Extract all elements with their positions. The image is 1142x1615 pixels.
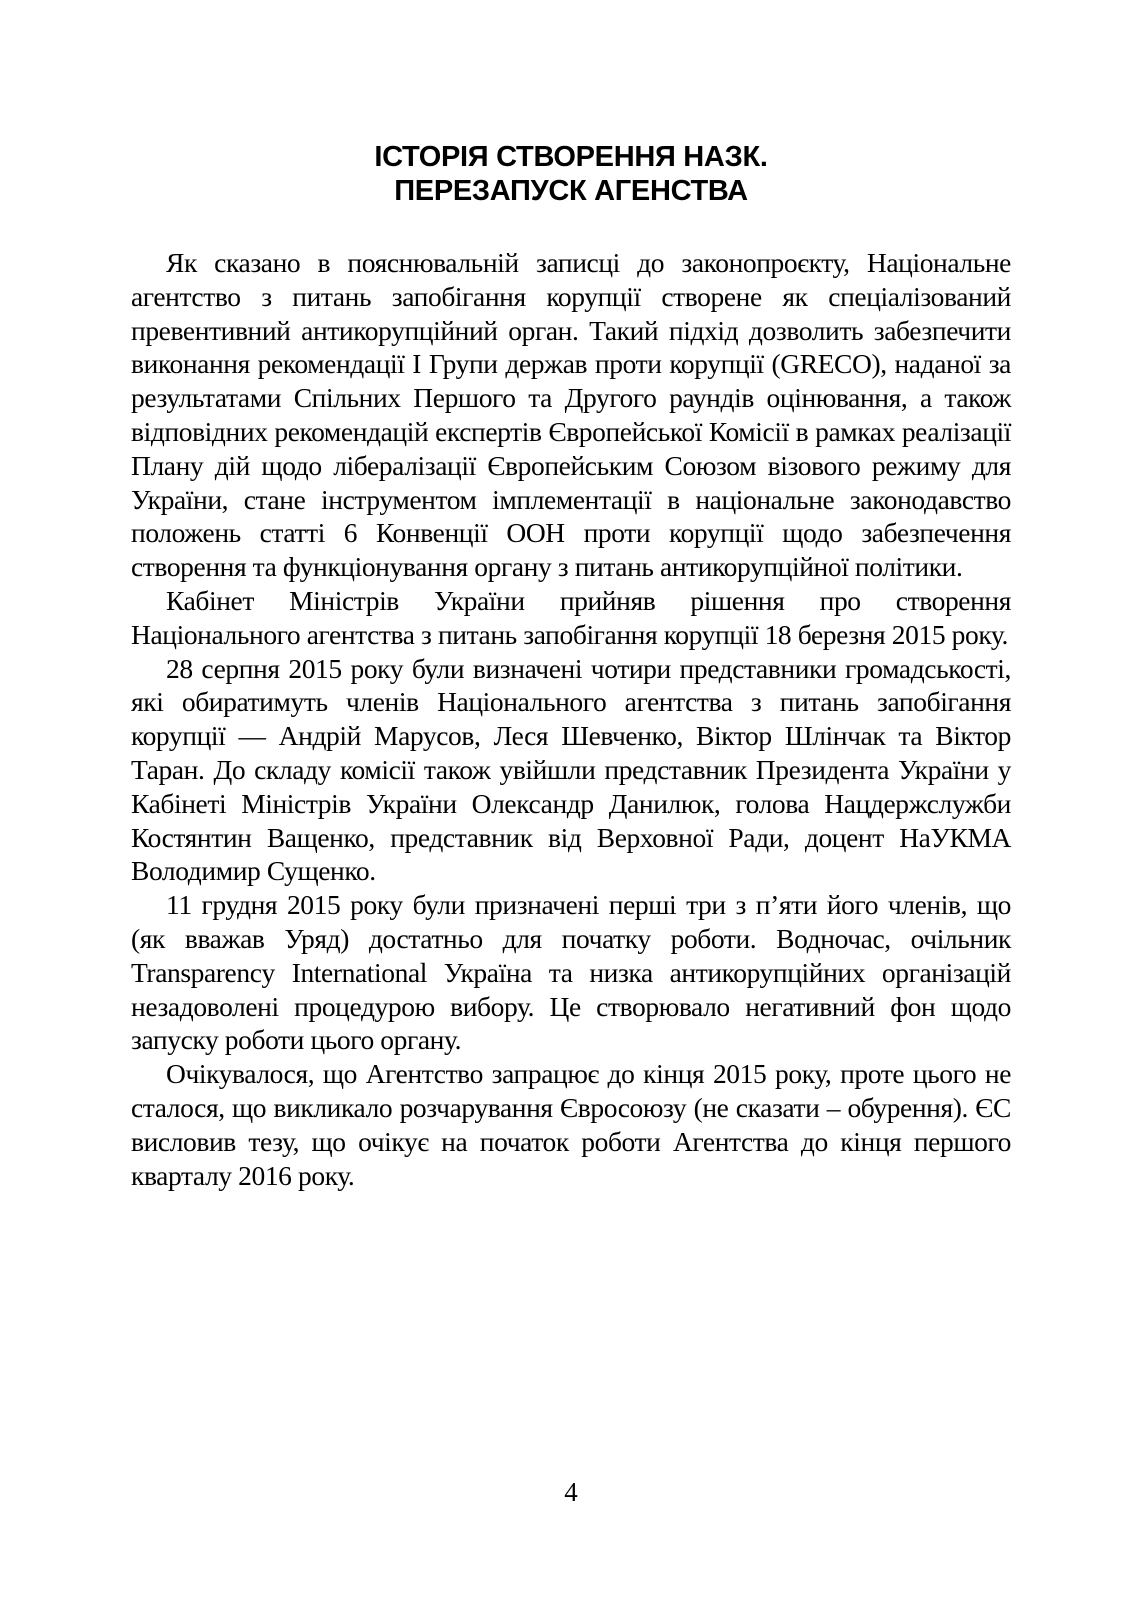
paragraph-eu-expectations: Очікувалося, що Агентство запрацює до кінця 2015 року, проте цього не сталося, що викликало розчарування Євросоюзу (не сказати – обурення). ЄС висловив тезу, що очікує на початок роботи Агентства до кінця першого кварталу 2016 року. bbox=[131, 1058, 1011, 1191]
page-number: 4 bbox=[564, 1477, 578, 1507]
page-title bbox=[0, 140, 1142, 208]
paragraph-cabinet-decision: Кабінет Міністрів України прийняв рішення про створення Національного агентства з питань запобігання корупції 18 березня 2015 року. bbox=[131, 584, 1011, 650]
title-line-1: ІСТОРІЯ СТВОРЕННЯ НАЗК. bbox=[374, 141, 768, 173]
paragraph-first-members: 11 грудня 2015 року були призначені перші три з п’яти його членів, що (як вважав Уряд) достатньо для початку роботи. Водночас, очільник Transparency International Україна та низка антикорупційних організацій незадоволені процедурою вибору. Це створювало негативний фон щодо запуску роботи цього органу. bbox=[131, 889, 1011, 1056]
paragraph-explanatory-note: Як сказано в пояснювальній записці до законопроєкту, Національне агентство з питань запобігання корупції створене як спеціалізований превентивний антикорупційний орган. Такий підхід дозволить забезпечити виконання рекомендації І Групи держав проти корупції (GRECO), наданої за результатами Спільних Першого та Другого раундів оцінювання, а також відповідних рекомендацій експертів Європейської Комісії в рамках реалізації Плану дій щодо лібералізації Європейським Союзом візового режиму для України, стане інструментом імплементації в національне законодавство положень статті 6 Конвенції ООН проти корупції щодо забезпечення створення та функціонування органу з питань антикорупційної політики. bbox=[131, 247, 1011, 583]
body-text bbox=[131, 246, 1011, 1192]
title-line-2: ПЕРЕЗАПУСК АГЕНСТВА bbox=[394, 175, 748, 207]
paragraph-public-representatives: 28 серпня 2015 року були визначені чотири представники громадськості, які обиратимуть членів Національного агентства з питань запобігання корупції — Андрій Марусов, Леся Шевченко, Віктор Шлінчак та Віктор Таран. До складу комісії також увійшли представник Президента України у Кабінеті Міністрів України Олександр Данилюк, голова Нацдержслужби Костянтин Ващенко, представник від Верховної Ради, доцент НаУКМА Володимир Сущенко. bbox=[131, 652, 1011, 887]
